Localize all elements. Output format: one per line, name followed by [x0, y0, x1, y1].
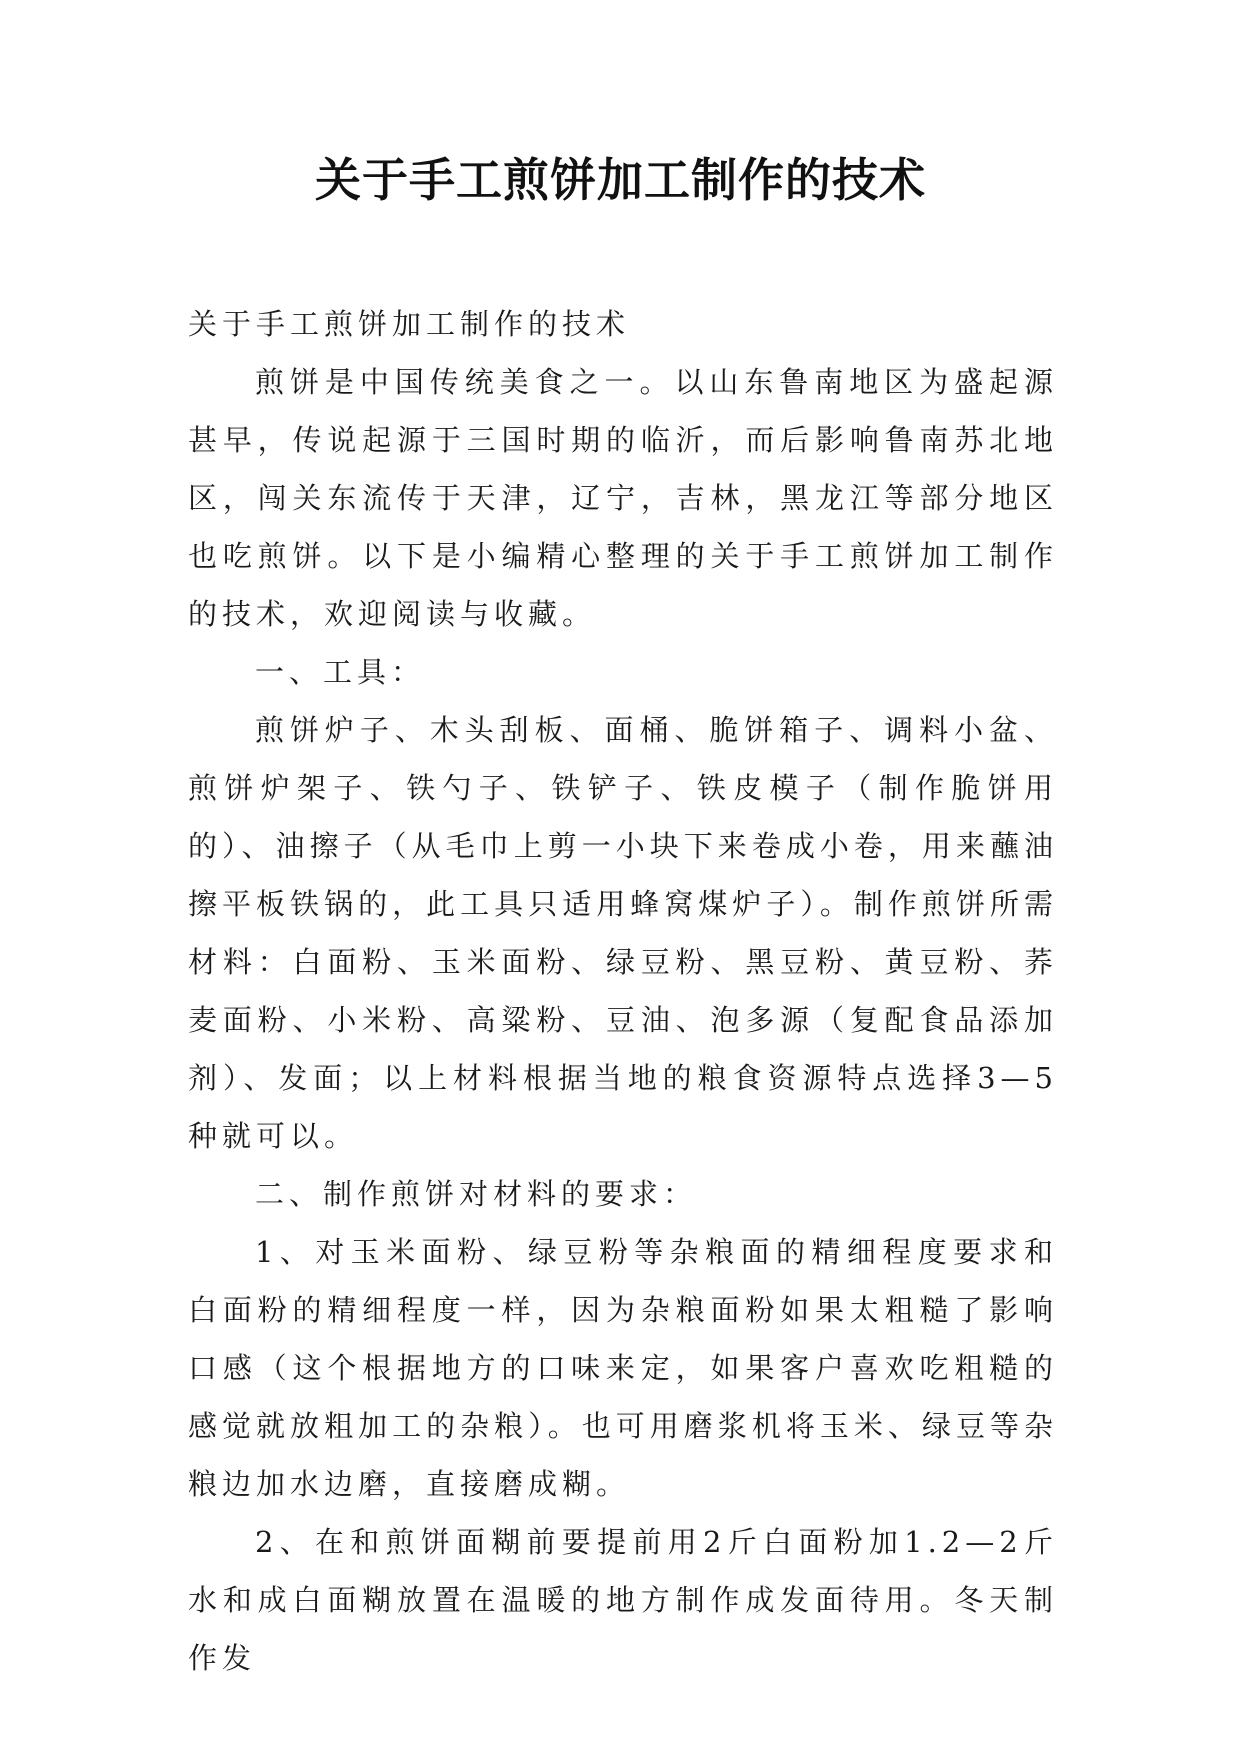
requirement-paragraph-2: 2、在和煎饼面糊前要提前用2斤白面粉加1.2—2斤水和成白面糊放置在温暖的地方制作成发面待用。冬天制作发: [188, 1525, 1058, 1675]
document-title: 关于手工煎饼加工制作的技术: [315, 153, 926, 207]
document-body: [188, 295, 1058, 1687]
section-heading-requirements: 二、制作煎饼对材料的要求：: [255, 1177, 698, 1211]
section-heading-tools: 一、工具：: [255, 655, 426, 689]
subtitle-paragraph: 关于手工煎饼加工制作的技术: [188, 307, 631, 341]
intro-paragraph: 煎饼是中国传统美食之一。以山东鲁南地区为盛起源甚早，传说起源于三国时期的临沂，而后影响鲁南苏北地区，闯关东流传于天津，辽宁，吉林，黑龙江等部分地区也吃煎饼。以下是小编精心整理的关于手工煎饼加工制作的技术，欢迎阅读与收藏。: [188, 365, 1058, 631]
requirement-paragraph-1: 1、对玉米面粉、绿豆粉等杂粮面的精细程度要求和白面粉的精细程度一样，因为杂粮面粉如果太粗糙了影响口感（这个根据地方的口味来定，如果客户喜欢吃粗糙的感觉就放粗加工的杂粮）。也可用磨浆机将玉米、绿豆等杂粮边加水边磨，直接磨成糊。: [188, 1235, 1058, 1501]
tools-paragraph: 煎饼炉子、木头刮板、面桶、脆饼箱子、调料小盆、煎饼炉架子、铁勺子、铁铲子、铁皮模子（制作脆饼用的）、油擦子（从毛巾上剪一小块下来卷成小卷，用来蘸油擦平板铁锅的，此工具只适用蜂窝煤炉子）。制作煎饼所需材料：白面粉、玉米面粉、绿豆粉、黑豆粉、黄豆粉、荞麦面粉、小米粉、高粱粉、豆油、泡多源（复配食品添加剂）、发面；以上材料根据当地的粮食资源特点选择3—5种就可以。: [188, 713, 1058, 1153]
